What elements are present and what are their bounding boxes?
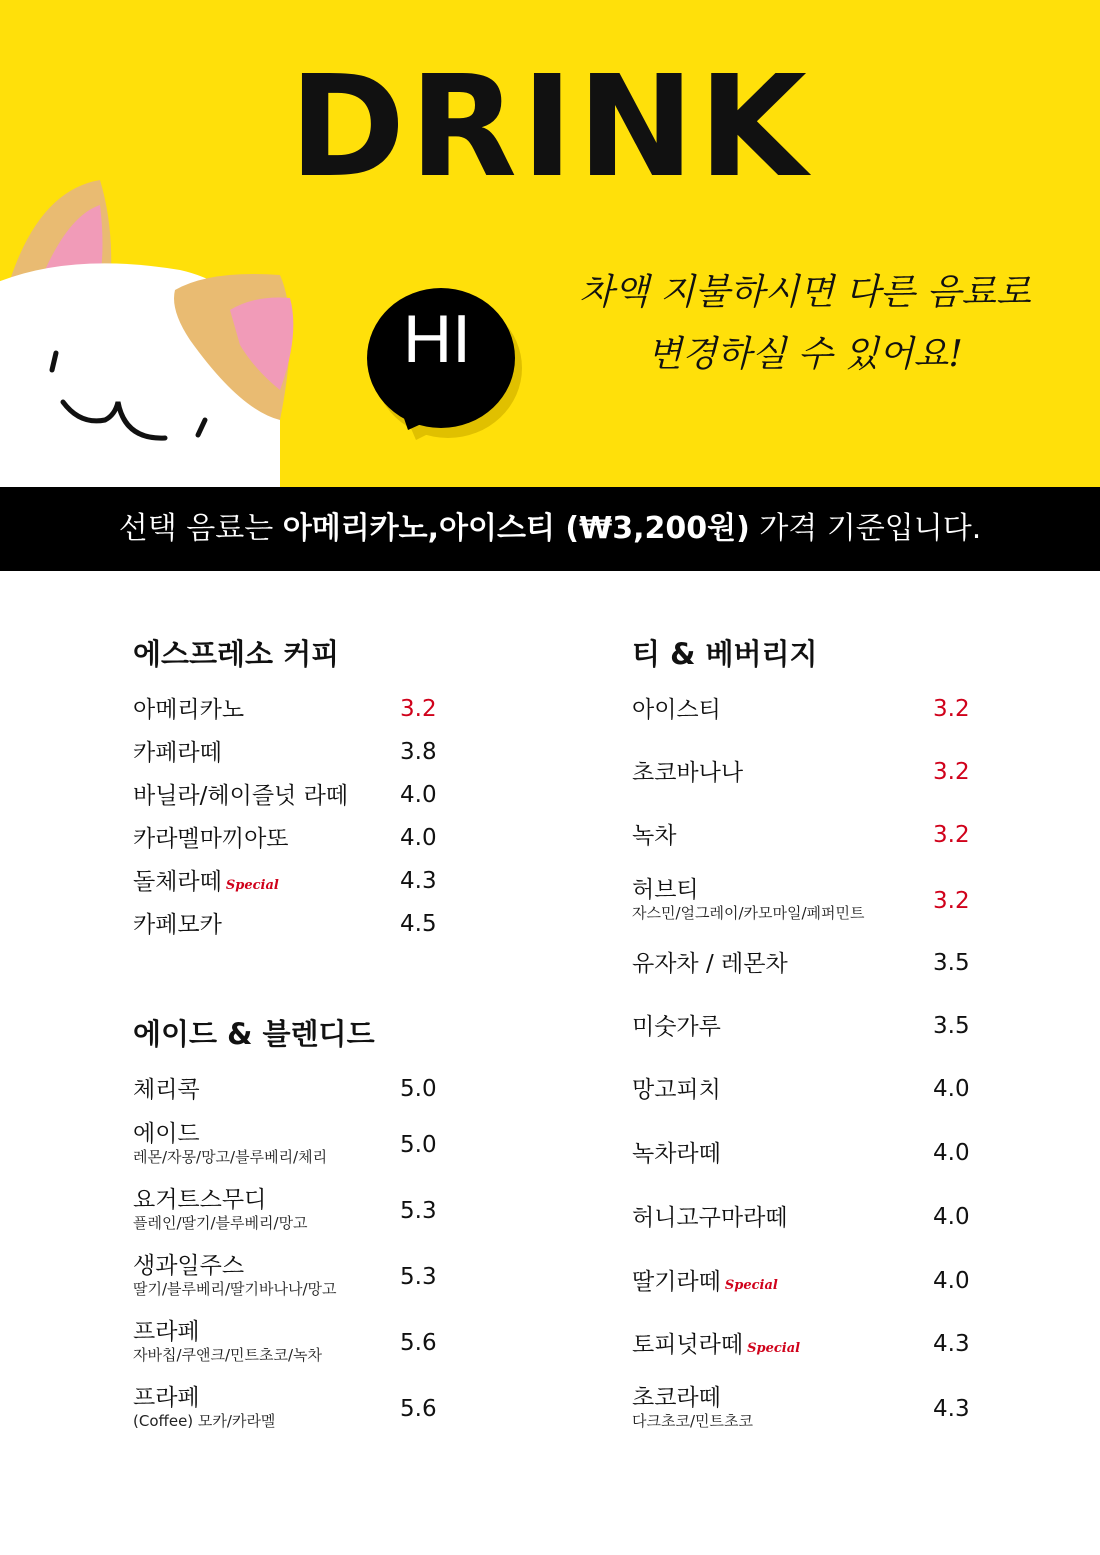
- menu-item-name: [133, 1120, 327, 1148]
- menu-item: [133, 739, 222, 767]
- menu-item-name: [133, 739, 222, 767]
- menu-item-name-text: 토피넛라떼: [632, 1332, 744, 1358]
- menu-item-name: [632, 876, 865, 904]
- bubble-hi-text: HI: [403, 301, 471, 377]
- menu-item-name-text: 프라페: [133, 1319, 200, 1345]
- menu-item-price: 5.3: [400, 1264, 437, 1290]
- menu-item-options: 다크초코/민트초코: [632, 1412, 753, 1430]
- menu-item-options: (Coffee) 모카/카라멜: [133, 1412, 276, 1430]
- menu-item-name: [133, 1384, 275, 1412]
- menu-item: [133, 1318, 322, 1364]
- menu-item-name-text: 카페모카: [133, 912, 222, 938]
- menu-item-name: [133, 1318, 322, 1346]
- menu-item: [133, 1120, 327, 1166]
- menu-item: [133, 825, 289, 853]
- menu-item-price: 5.0: [400, 1132, 437, 1158]
- menu-item-price: 4.0: [933, 1204, 970, 1230]
- menu-item-name-text: 딸기라떼: [632, 1269, 721, 1295]
- menu-item-name-text: 허니고구마라떼: [632, 1205, 788, 1231]
- menu-item: [133, 1076, 200, 1104]
- price-basis-banner: [0, 487, 1100, 571]
- special-badge: Special: [724, 1278, 778, 1293]
- menu-item-name-text: 녹차라떼: [632, 1141, 721, 1167]
- menu-item-name: [632, 696, 721, 724]
- menu-item-name-text: 녹차: [632, 823, 677, 849]
- menu-item-name: [133, 911, 222, 939]
- menu-item-name: [133, 825, 289, 853]
- menu-item-name: [632, 759, 743, 787]
- menu-item-price: 4.0: [400, 825, 437, 851]
- menu-item: [632, 1268, 778, 1300]
- menu-item-name: [133, 1186, 308, 1214]
- menu-item-price: 4.5: [400, 911, 437, 937]
- menu-item-options: 딸기/블루베리/딸기바나나/망고: [133, 1280, 337, 1298]
- menu-item-name-text: 아메리카노: [133, 697, 245, 723]
- menu-item-name-text: 망고피치: [632, 1077, 721, 1103]
- menu-item-price: 4.3: [933, 1396, 970, 1422]
- menu-item-name-text: 바닐라/헤이즐넛 라떼: [133, 783, 349, 809]
- menu-item-name: [632, 1076, 721, 1104]
- menu-item-name-text: 에이드: [133, 1121, 200, 1147]
- header-banner: [0, 0, 1100, 487]
- menu-item-name: [632, 1140, 721, 1168]
- menu-item: [133, 696, 244, 724]
- menu-item-price: 3.2: [933, 759, 970, 785]
- menu-item: [632, 1013, 721, 1041]
- menu-item-name: [632, 1268, 778, 1300]
- menu-item-price: 5.6: [400, 1396, 437, 1422]
- menu-item-options: 레몬/자몽/망고/블루베리/체리: [133, 1148, 328, 1166]
- menu-item-name-text: 프라페: [133, 1385, 200, 1411]
- menu-item: [632, 1204, 788, 1232]
- menu-item: [632, 1140, 721, 1168]
- menu-item-price: 4.3: [933, 1331, 970, 1357]
- menu-item-price: 3.5: [933, 950, 970, 976]
- menu-item-price: 3.2: [933, 696, 970, 722]
- menu-item-name: [133, 1252, 337, 1280]
- menu-item-price: 5.3: [400, 1198, 437, 1224]
- menu-item: [133, 1384, 275, 1430]
- menu-item-name: [632, 1013, 721, 1041]
- menu-item-price: 3.5: [933, 1013, 970, 1039]
- special-badge: Special: [747, 1341, 801, 1356]
- menu-item: [632, 1076, 721, 1104]
- menu-item-name-text: 미숫가루: [632, 1014, 721, 1040]
- menu-item-name-text: 유자차 / 레몬차: [632, 951, 788, 977]
- menu-item: [632, 876, 865, 922]
- menu-item-price: 5.0: [400, 1076, 437, 1102]
- special-badge: Special: [225, 878, 279, 893]
- menu-item: [133, 1252, 337, 1298]
- menu-item-name: [133, 868, 279, 900]
- menu-item: [632, 1331, 800, 1363]
- section-title-ade: 에이드 & 블렌디드: [133, 1017, 375, 1051]
- menu-title: DRINK: [289, 46, 811, 209]
- menu-item-name: [632, 822, 676, 850]
- menu-item: [632, 1384, 753, 1430]
- menu-item-name-text: 요거트스무디: [133, 1187, 267, 1213]
- menu-item-name: [133, 696, 244, 724]
- menu-item-name-text: 돌체라떼: [133, 869, 222, 895]
- menu-item-price: 3.2: [933, 888, 970, 914]
- menu-item: [632, 950, 788, 978]
- banner-highlight: 아메리카노,아이스티 (₩3,200원): [282, 511, 750, 546]
- menu-item: [133, 868, 279, 900]
- menu-item-options: 플레인/딸기/블루베리/망고: [133, 1214, 308, 1232]
- menu-item-name: [133, 782, 348, 810]
- section-title-tea: 티 & 베버리지: [632, 637, 818, 671]
- menu-item-options: 자스민/얼그레이/카모마일/페퍼민트: [632, 904, 865, 922]
- menu-item-price: 3.2: [400, 696, 437, 722]
- menu-item-price: 4.0: [400, 782, 437, 808]
- menu-item: [133, 1186, 308, 1232]
- menu-item-price: 4.0: [933, 1140, 970, 1166]
- menu-item-price: 4.0: [933, 1268, 970, 1294]
- menu-item-name-text: 허브티: [632, 877, 699, 903]
- banner-prefix: 선택 음료는: [118, 511, 283, 546]
- change-note: [560, 262, 1050, 386]
- menu-item-name-text: 체리콕: [133, 1077, 200, 1103]
- menu-item-price: 5.6: [400, 1330, 437, 1356]
- menu-item-name-text: 카페라떼: [133, 740, 222, 766]
- menu-item: [632, 759, 743, 787]
- banner-suffix: 가격 기준입니다.: [749, 511, 982, 546]
- menu-item-name-text: 아이스티: [632, 697, 721, 723]
- menu-item-name: [632, 1331, 800, 1363]
- menu-item-name: [632, 1384, 753, 1412]
- menu-item-options: 자바칩/쿠앤크/민트초코/녹차: [133, 1346, 323, 1364]
- change-note-line1: 차액 지불하시면 다른 음료로: [579, 272, 1031, 313]
- menu-item: [632, 696, 721, 724]
- menu-item-name: [632, 950, 788, 978]
- change-note-line2: 변경하실 수 있어요!: [647, 334, 963, 375]
- menu-item: [133, 911, 222, 939]
- section-title-espresso: 에스프레소 커피: [133, 637, 340, 671]
- menu-item-price: 4.0: [933, 1076, 970, 1102]
- menu-item-price: 3.2: [933, 822, 970, 848]
- menu-item-name-text: 생과일주스: [133, 1253, 245, 1279]
- menu-item-price: 3.8: [400, 739, 437, 765]
- menu-item-name: [133, 1076, 200, 1104]
- menu-item-name-text: 초코바나나: [632, 760, 744, 786]
- menu-item: [133, 782, 348, 810]
- menu-item-price: 4.3: [400, 868, 437, 894]
- menu-item: [632, 822, 676, 850]
- menu-item-name-text: 카라멜마끼아또: [133, 826, 289, 852]
- menu-item-name-text: 초코라떼: [632, 1385, 721, 1411]
- cat-illustration: [0, 170, 320, 487]
- menu-item-name: [632, 1204, 788, 1232]
